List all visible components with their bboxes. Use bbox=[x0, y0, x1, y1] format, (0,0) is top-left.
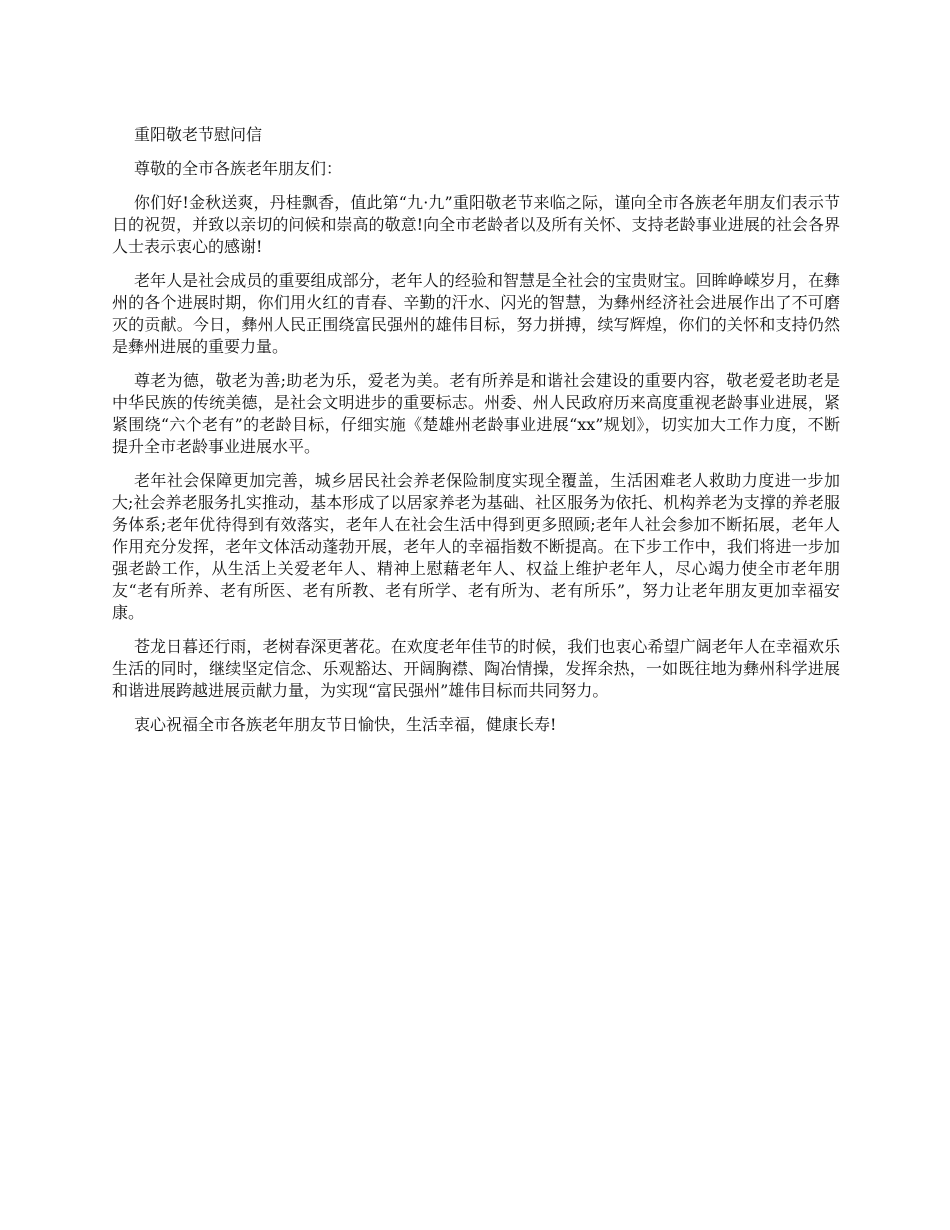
paragraph-4: 老年社会保障更加完善，城乡居民社会养老保险制度实现全覆盖，生活困难老人救助力度进一步加大;社会养老服务扎实推动，基本形成了以居家养老为基础、社区服务为依托、机构养老为支撑的养老服务体系;老年优待得到有效落实，老年人在社会生活中得到更多照顾;老年人社会参加不断拓展，老年人作用充分发挥，老年文体活动蓬勃开展，老年人的幸福指数不断提高。在下步工作中，我们将进一步加强老龄工作，从生活上关爱老年人、精神上慰藉老年人、权益上维护老年人，尽心竭力使全市老年朋友“老有所养、老有所医、老有所教、老有所学、老有所为、老有所乐”，努力让老年朋友更加幸福安康。 bbox=[112, 471, 840, 622]
paragraph-3: 尊老为德，敬老为善;助老为乐，爱老为美。老有所养是和谐社会建设的重要内容，敬老爱老助老是中华民族的传统美德，是社会文明进步的重要标志。州委、州人民政府历来高度重视老龄事业进展，紧紧围绕“六个老有”的老龄目标，仔细实施《楚雄州老龄事业进展“xx”规划》，切实加大工作力度，不断提升全市老龄事业进展水平。 bbox=[112, 371, 840, 456]
closing-wish: 衷心祝福全市各族老年朋友节日愉快，生活幸福，健康长寿! bbox=[134, 715, 557, 734]
greeting: 尊敬的全市各族老年朋友们： bbox=[134, 159, 343, 178]
paragraph-1: 你们好!金秋送爽，丹桂飘香，值此第“九·九”重阳敬老节来临之际，谨向全市各族老年朋友们表示节日的祝贺，并致以亲切的问候和崇高的敬意!向全市老龄者以及所有关怀、支持老龄事业进展的社会各界人士表示衷心的感谢! bbox=[112, 193, 840, 256]
document-body bbox=[112, 124, 840, 748]
paragraph-2: 老年人是社会成员的重要组成部分，老年人的经验和智慧是全社会的宝贵财宝。回眸峥嵘岁月，在彝州的各个进展时期，你们用火红的青春、辛勤的汗水、闪光的智慧，为彝州经济社会进展作出了不可磨灭的贡献。今日，彝州人民正围绕富民强州的雄伟目标，努力拼搏，续写辉煌，你们的关怀和支持仍然是彝州进展的重要力量。 bbox=[112, 271, 840, 356]
paragraph-5: 苍龙日暮还行雨，老树春深更著花。在欢度老年佳节的时候，我们也衷心希望广阔老年人在幸福欢乐生活的同时，继续坚定信念、乐观豁达、开阔胸襟、陶冶情操，发挥余热，一如既往地为彝州科学进展和谐进展跨越进展贡献力量，为实现“富民强州”雄伟目标而共同努力。 bbox=[112, 637, 840, 700]
document-title: 重阳敬老节慰问信 bbox=[134, 125, 263, 144]
